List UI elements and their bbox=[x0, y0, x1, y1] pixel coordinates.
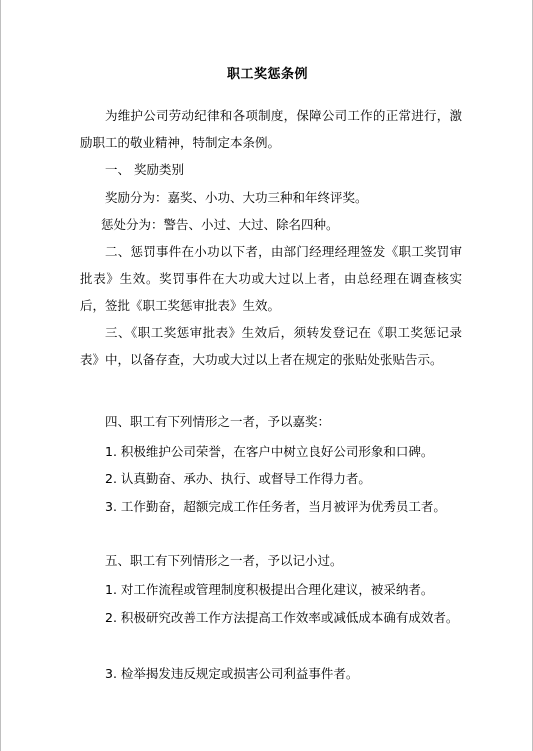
section-four-item-1: 1. 积极维护公司荣誉，在客户中树立良好公司形象和口碑。 bbox=[105, 444, 434, 459]
section-heading-reward-types: 一、 奖励类别 bbox=[105, 162, 184, 177]
section-five-heading: 五、职工有下列情形之一者，予以记小过。 bbox=[105, 553, 343, 568]
section-three-paragraph: 三、《职工奖惩审批表》生效后，须转发登记在《职工奖惩记录表》中，以备存查，大功或大过以上者在规定的张贴处张贴告示。 bbox=[80, 325, 462, 367]
section-five-item-1: 1. 对工作流程或管理制度积极提出合理化建议，被采纳者。 bbox=[105, 582, 434, 597]
reward-types-line: 奖励分为：嘉奖、小功、大功三种和年终评奖。 bbox=[105, 190, 368, 205]
section-four-heading: 四、职工有下列情形之一者，予以嘉奖： bbox=[105, 414, 331, 429]
section-two-paragraph: 二、惩罚事件在小功以下者，由部门经理经理签发《职工奖罚审批表》生效。奖罚事件在大功或大过以上者，由总经理在调查核实后，签批《职工奖惩审批表》生效。 bbox=[80, 244, 462, 313]
section-four-item-3: 3. 工作勤奋，超额完成工作任务者，当月被评为优秀员工者。 bbox=[105, 499, 446, 514]
penalty-types-line: 惩处分为：警告、小过、大过、除名四种。 bbox=[101, 217, 339, 232]
section-five-item-2: 2. 积极研究改善工作方法提高工作效率或减低成本确有成效者。 bbox=[105, 610, 459, 625]
intro-paragraph: 为维护公司劳动纪律和各项制度，保障公司工作的正常进行，激励职工的敬业精神，特制定本条例。 bbox=[80, 108, 462, 150]
document-title: 职工奖惩条例 bbox=[226, 67, 308, 82]
section-four-item-2: 2. 认真勤奋、承办、执行、或督导工作得力者。 bbox=[105, 471, 371, 486]
section-five-item-3: 3. 检举揭发违反规定或损害公司利益事件者。 bbox=[105, 666, 359, 681]
